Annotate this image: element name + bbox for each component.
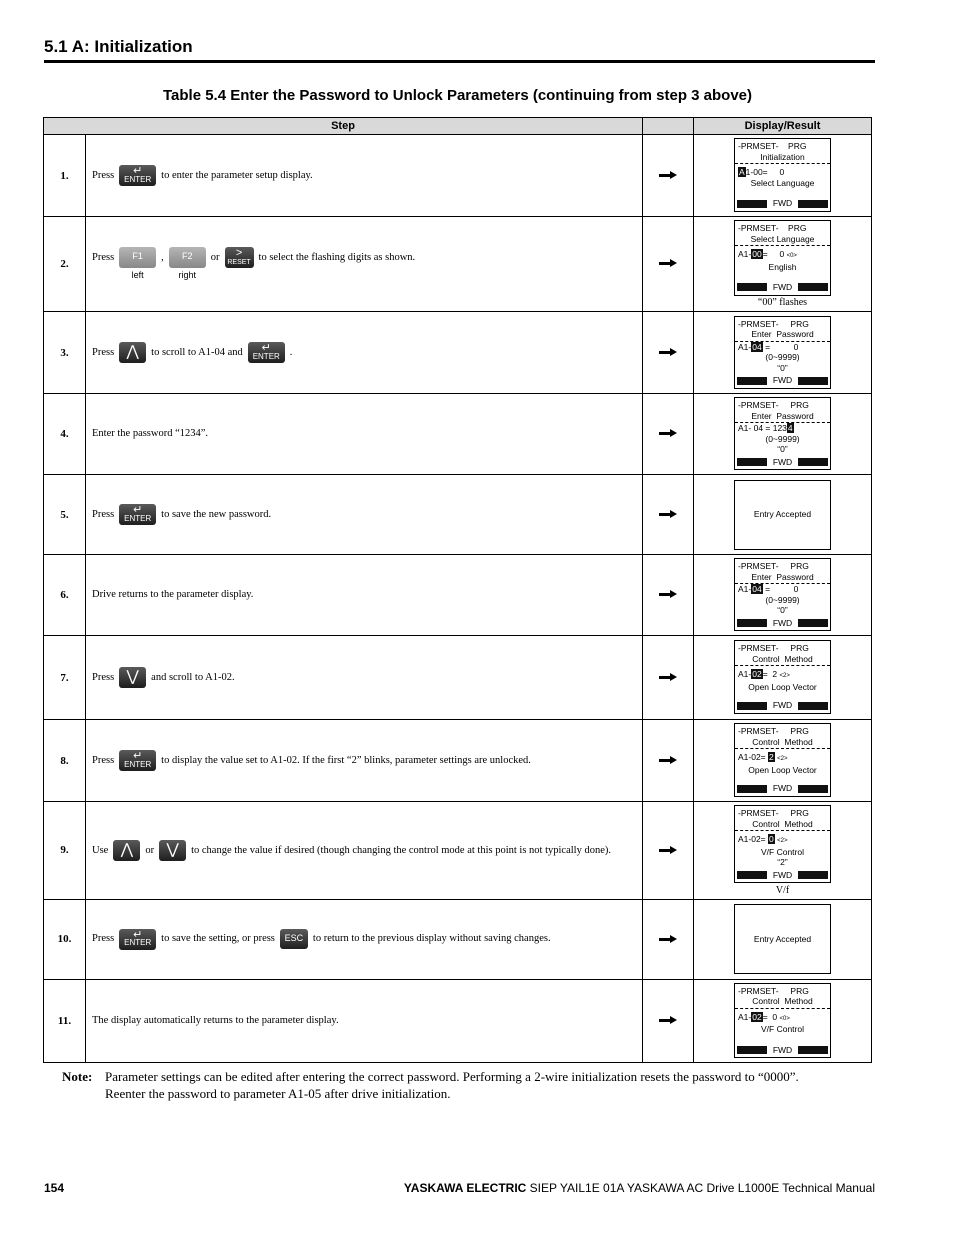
- footer-brand: YASKAWA ELECTRIC: [403, 1181, 527, 1195]
- step-text: [86, 135, 643, 217]
- steps-table: [43, 117, 872, 1063]
- reset-key-icon: > RESET: [225, 247, 254, 268]
- step-text: Press F1 left , F2 right or > RESET to select the flashing digits as shown.: [86, 217, 643, 312]
- esc-key-icon: ESC: [280, 929, 308, 949]
- step-header: Step: [44, 118, 643, 135]
- enter-key-icon: ↵ ENTER: [119, 750, 156, 771]
- display-cell: [694, 217, 872, 312]
- display-cell: [694, 312, 872, 394]
- lcd-display: Entry Accepted: [734, 480, 831, 550]
- footer-manual-title: SIEP YAIL1E 01A YASKAWA AC Drive L1000E Technical Manual: [526, 1181, 875, 1195]
- display-cell: [694, 135, 872, 217]
- step-number: 3.: [44, 312, 86, 394]
- footer-manual: [404, 1181, 875, 1195]
- step-text: Press ↵ ENTER to save the setting, or press ESC to return to the previous display without saving changes.: [86, 899, 643, 979]
- result-arrow-icon: [643, 555, 694, 636]
- lcd-display: -PRMSET- PRG Initialization A1-00= 0 Select Language FWD: [734, 138, 831, 212]
- lcd-display: -PRMSET- PRG Control Method A1-02= 0 <2> V/F Control “2” FWD: [734, 805, 831, 883]
- enter-key-icon: ↵ ENTER: [248, 342, 285, 363]
- table-row: [44, 802, 872, 900]
- step-number: 1.: [44, 135, 86, 217]
- f2-key-icon: F2: [169, 247, 206, 268]
- result-arrow-icon: [643, 802, 694, 900]
- step-instruction: to enter the parameter setup display.: [161, 169, 313, 181]
- display-caption: V/f: [775, 884, 790, 896]
- step-text: Press ↵ ENTER to save the new password.: [86, 475, 643, 555]
- enter-key-icon: ↵ ENTER: [119, 165, 156, 186]
- step-word: Press: [92, 169, 115, 181]
- step-text: Press ⋁ and scroll to A1-02.: [86, 636, 643, 720]
- table-row: [44, 217, 872, 312]
- table-row: [44, 979, 872, 1062]
- display-cell: [694, 979, 872, 1062]
- result-arrow-icon: [643, 636, 694, 720]
- table-row: [44, 475, 872, 555]
- table-row: [44, 394, 872, 475]
- down-arrow-key-icon: ⋁: [119, 667, 146, 688]
- up-arrow-key-icon: ⋀: [113, 840, 140, 861]
- result-arrow-icon: [643, 394, 694, 475]
- note-label: Note:: [62, 1069, 93, 1084]
- display-cell: [694, 720, 872, 802]
- step-text: Enter the password “1234”.: [86, 394, 643, 475]
- table-row: [44, 135, 872, 217]
- step-number: 4.: [44, 394, 86, 475]
- enter-key-icon: ↵ ENTER: [119, 929, 156, 950]
- step-text: Drive returns to the parameter display.: [86, 555, 643, 636]
- table-row: [44, 312, 872, 394]
- f1-key-icon: F1: [119, 247, 156, 268]
- up-arrow-key-icon: ⋀: [119, 342, 146, 363]
- result-arrow-icon: [643, 135, 694, 217]
- section-rule: [44, 60, 875, 63]
- lcd-display: -PRMSET- PRG Control Method A1-02= 0 <0> V/F Control FWD: [734, 983, 831, 1059]
- result-arrow-icon: [643, 217, 694, 312]
- section-title: 5.1 A: Initialization: [44, 37, 193, 56]
- step-number: 11.: [44, 979, 86, 1062]
- table-row: [44, 636, 872, 720]
- result-arrow-icon: [643, 475, 694, 555]
- display-cell: [694, 899, 872, 979]
- display-cell: [694, 555, 872, 636]
- lcd-display: -PRMSET- PRG Enter Password A1-04 = 0 (0~9999) “0” FWD: [734, 316, 831, 389]
- display-caption: “00” flashes: [757, 297, 808, 309]
- table-row: [44, 720, 872, 802]
- table-header-row: [44, 118, 872, 135]
- step-number: 10.: [44, 899, 86, 979]
- display-cell: [694, 394, 872, 475]
- step-number: 9.: [44, 802, 86, 900]
- step-number: 8.: [44, 720, 86, 802]
- note: [62, 1068, 822, 1102]
- lcd-display: -PRMSET- PRG Enter Password A1- 04 = 1234 (0~9999) “0” FWD: [734, 397, 831, 470]
- display-header: Display/Result: [694, 118, 872, 135]
- table-title: Table 5.4 Enter the Password to Unlock Parameters (continuing from step 3 above): [162, 87, 753, 104]
- step-text: Press ↵ ENTER to display the value set to A1-02. If the first “2” blinks, parameter settings are unlocked.: [86, 720, 643, 802]
- step-text: Use ⋀ or ⋁ to change the value if desired (though changing the control mode at this point is not typically done).: [86, 802, 643, 900]
- step-text: Press ⋀ to scroll to A1-04 and ↵ ENTER .: [86, 312, 643, 394]
- step-text: The display automatically returns to the parameter display.: [86, 979, 643, 1062]
- step-number: 2.: [44, 217, 86, 312]
- lcd-display: -PRMSET- PRG Control Method A1-02= 2 <2> Open Loop Vector FWD: [734, 723, 831, 797]
- lcd-display: -PRMSET- PRG Control Method A1-02= 2 <2> Open Loop Vector FWD: [734, 640, 831, 714]
- lcd-display: -PRMSET- PRG Enter Password A1-04 = 0 (0~9999) “0” FWD: [734, 558, 831, 631]
- page-number: 154: [44, 1181, 65, 1195]
- display-cell: [694, 475, 872, 555]
- result-arrow-icon: [643, 979, 694, 1062]
- display-cell: [694, 636, 872, 720]
- display-cell: [694, 802, 872, 900]
- lcd-display: Entry Accepted: [734, 904, 831, 974]
- step-number: 6.: [44, 555, 86, 636]
- result-arrow-icon: [643, 312, 694, 394]
- table-row: [44, 555, 872, 636]
- table-row: [44, 899, 872, 979]
- lcd-display: -PRMSET- PRG Select Language A1-00= 0 <0> English FWD: [734, 220, 831, 296]
- result-arrow-icon: [643, 899, 694, 979]
- note-text: Parameter settings can be edited after entering the correct password. Performing a 2-wire initialization resets the password to “0000”. Reenter the password to parameter A1-05 after drive initialization.: [105, 1069, 799, 1101]
- step-number: 7.: [44, 636, 86, 720]
- enter-key-icon: ↵ ENTER: [119, 504, 156, 525]
- result-arrow-icon: [643, 720, 694, 802]
- down-arrow-key-icon: ⋁: [159, 840, 186, 861]
- arrow-header: [643, 118, 694, 135]
- step-number: 5.: [44, 475, 86, 555]
